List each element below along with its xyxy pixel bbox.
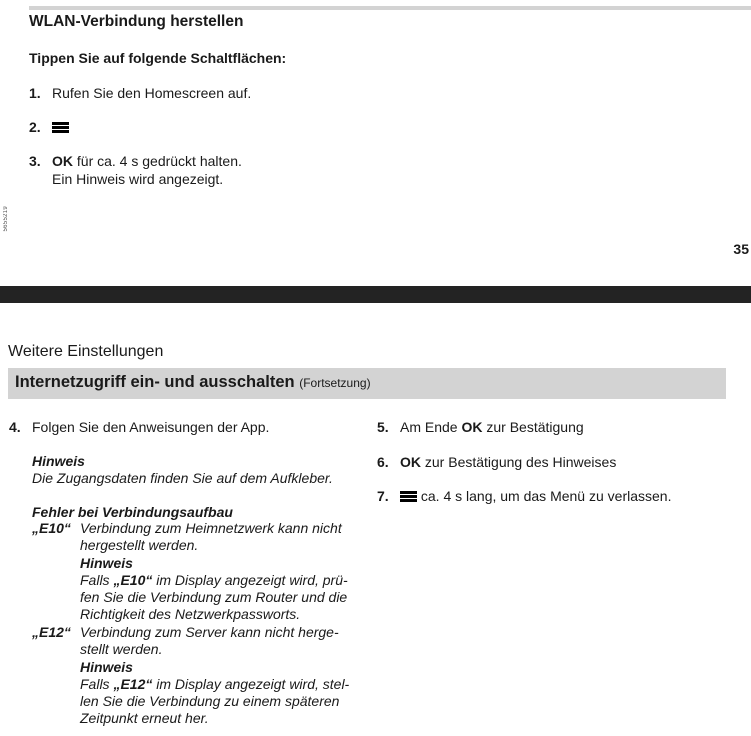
hint-label: Hinweis	[80, 658, 133, 675]
hint-text: len Sie die Verbindung zu einem späteren	[80, 693, 340, 710]
ok-label: OK	[461, 419, 483, 435]
step-4	[9, 418, 269, 436]
document-code: 5655219	[3, 206, 9, 232]
error-e12	[32, 624, 370, 728]
hint-text: Falls	[80, 571, 114, 588]
step-2	[29, 118, 69, 136]
step-3	[29, 152, 242, 188]
step-text: Rufen Sie den Homescreen auf.	[52, 85, 252, 101]
ok-label: OK	[52, 153, 73, 169]
step-text: Am Ende	[400, 419, 462, 435]
hint-block	[32, 453, 333, 488]
topic-bar	[8, 368, 726, 399]
hint-text: Zeitpunkt erneut her.	[80, 710, 209, 727]
hint-text: Die Zugangsdaten finden Sie auf dem Aufkleber.	[32, 470, 333, 487]
page-separator	[0, 286, 751, 303]
step-number: 1.	[29, 85, 41, 101]
error-code: „E10“	[32, 520, 71, 536]
step-number: 2.	[29, 119, 41, 135]
hint-text: im Display angezeigt wird, stel-	[152, 675, 350, 692]
error-code: „E12“	[32, 624, 71, 640]
step-text: ca. 4 s lang, um das Menü zu verlassen.	[417, 488, 672, 504]
step-number: 4.	[9, 419, 21, 435]
step-text: zur Bestätigung des Hinweises	[421, 454, 617, 470]
hint-text: Richtigkeit des Netzwerkpassworts.	[80, 606, 301, 623]
step-number: 6.	[377, 454, 389, 470]
hint-code: „E10“	[113, 571, 153, 588]
chapter-title: Weitere Einstellungen	[8, 343, 164, 360]
step-text: Folgen Sie den Anweisungen der App.	[32, 419, 270, 435]
top-divider	[29, 6, 751, 10]
step-number: 3.	[29, 153, 41, 169]
step-7	[377, 487, 671, 505]
instruction-subheading: Tippen Sie auf folgende Schaltflächen:	[29, 50, 287, 66]
hint-code: „E12“	[113, 675, 153, 692]
step-5	[377, 418, 584, 436]
hint-text: Falls	[80, 675, 114, 692]
topic-suffix: (Fortsetzung)	[299, 376, 371, 390]
step-1	[29, 84, 251, 102]
step-number: 5.	[377, 419, 389, 435]
section-heading-wlan: WLAN-Verbindung herstellen	[29, 13, 244, 30]
hint-label: Hinweis	[32, 453, 85, 469]
ok-label: OK	[400, 454, 421, 470]
page-number: 35	[733, 241, 749, 257]
step-text-line2: Ein Hinweis wird angezeigt.	[52, 171, 224, 187]
topic-title: Internetzugriff ein- und ausschalten	[15, 373, 295, 391]
error-desc-line: stellt werden.	[80, 641, 163, 658]
step-number: 7.	[377, 488, 389, 504]
menu-icon	[52, 122, 69, 133]
error-desc-line: hergestellt werden.	[80, 537, 199, 554]
step-text: für ca. 4 s gedrückt halten.	[73, 153, 242, 169]
error-e10	[32, 520, 370, 624]
hint-text: im Display angezeigt wird, prü-	[152, 571, 348, 588]
step-text: zur Bestätigung	[482, 419, 584, 435]
hint-label: Hinweis	[80, 554, 133, 571]
menu-icon	[400, 491, 417, 502]
hint-text: fen Sie die Verbindung zum Router und die	[80, 589, 348, 606]
error-desc-line: Verbindung zum Server kann nicht herge-	[80, 624, 339, 640]
errors-heading: Fehler bei Verbindungsaufbau	[32, 504, 233, 520]
error-desc-line: Verbindung zum Heimnetzwerk kann nicht	[80, 520, 342, 536]
step-6	[377, 453, 616, 471]
